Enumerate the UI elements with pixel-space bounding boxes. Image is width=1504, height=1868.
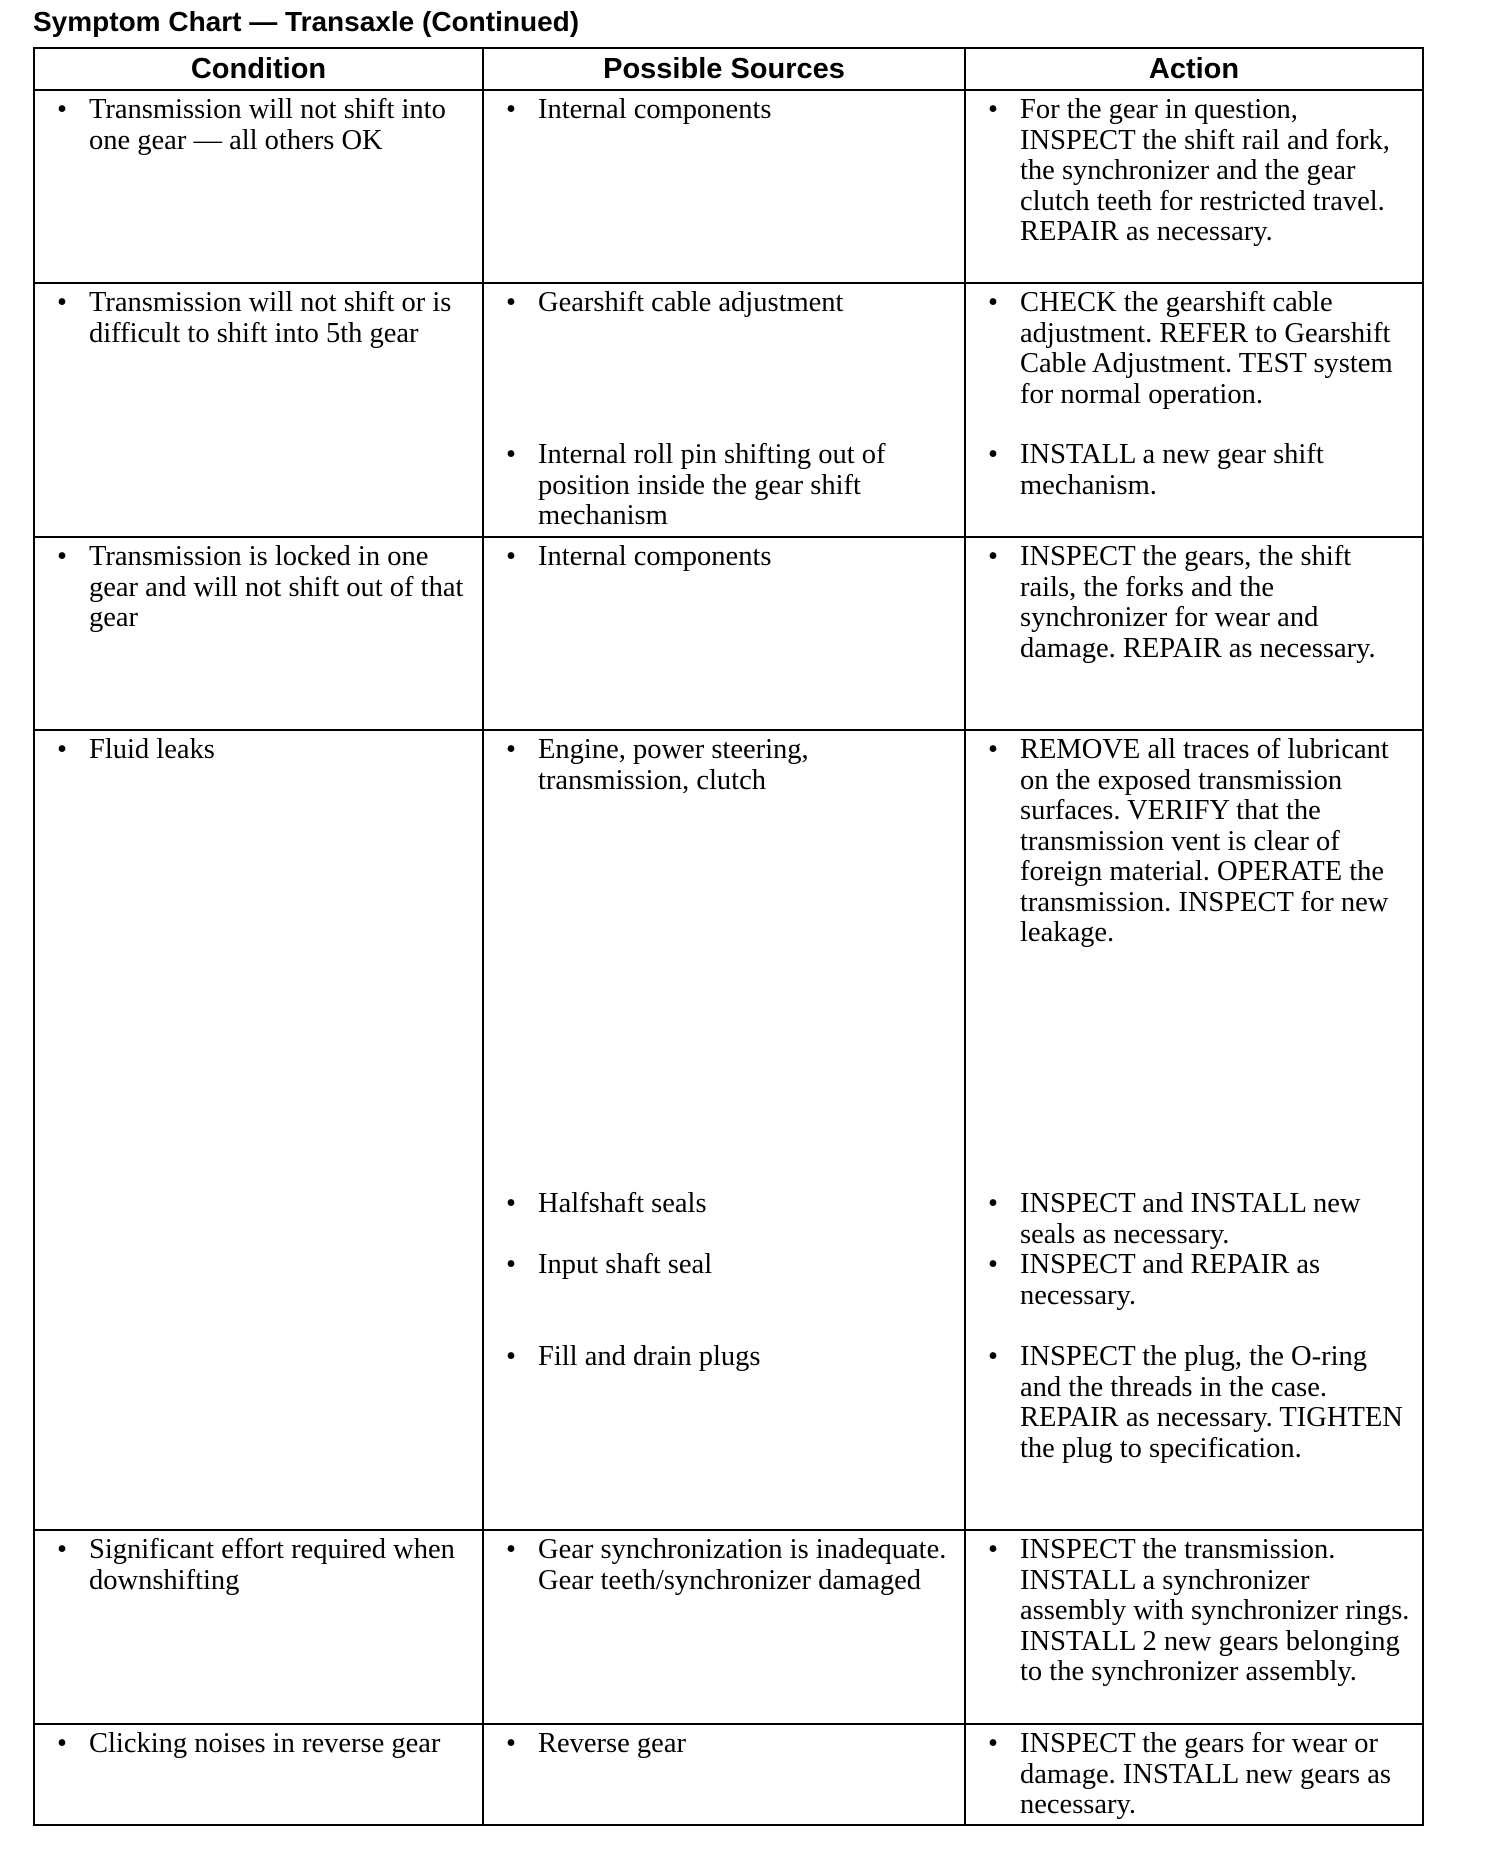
source-text: Internal roll pin shifting out of position inside the gear shift mechanism [538,439,886,531]
condition-cell [34,283,483,537]
action-item [966,1535,1414,1688]
action-text: For the gear in question, INSPECT the shift rail and fork, the synchronizer and the gear clutch teeth for restricted travel. REPAIR as necessary. [1020,94,1390,247]
sources-cell [483,90,965,283]
bullet: • [988,1188,998,1219]
action-cell [965,90,1423,283]
condition-item [35,1729,474,1760]
condition-cell [34,1724,483,1825]
source-item [484,1189,956,1250]
condition-cell [34,90,483,283]
bullet: • [57,1534,67,1565]
action-text: INSPECT and REPAIR as necessary. [1020,1249,1321,1311]
source-item [484,95,956,126]
bullet: • [988,1249,998,1280]
condition-text: Transmission is locked in one gear and will not shift out of that gear [89,541,464,633]
bullet: • [988,1341,998,1372]
bullet: • [988,94,998,125]
table-row [34,90,1423,283]
action-text: INSPECT and INSTALL new seals as necessary. [1020,1188,1361,1250]
bullet: • [506,287,516,318]
action-cell [965,1724,1423,1825]
table-row [34,1530,1423,1724]
action-item [966,1250,1414,1342]
bullet: • [506,1188,516,1219]
page-title: Symptom Chart — Transaxle (Continued) [33,6,580,37]
bullet: • [506,734,516,765]
action-item [966,1342,1414,1464]
source-item [484,1729,956,1760]
source-text: Fill and drain plugs [538,1341,761,1372]
action-item [966,542,1414,664]
bullet: • [988,1534,998,1565]
source-item [484,1250,956,1342]
action-text: CHECK the gearshift cable adjustment. REFER to Gearshift Cable Adjustment. TEST system for normal operation. [1020,287,1393,410]
action-text: INSTALL a new gear shift mechanism. [1020,439,1324,501]
sources-cell [483,283,965,537]
sources-cell [483,1530,965,1724]
source-text: Halfshaft seals [538,1188,707,1219]
table-row [34,730,1423,1530]
source-item [484,735,956,1189]
table-row [34,1724,1423,1825]
bullet: • [506,1728,516,1759]
source-item [484,542,956,573]
condition-text: Transmission will not shift into one gear — all others OK [89,94,446,156]
condition-text: Fluid leaks [89,734,215,765]
source-text: Input shaft seal [538,1249,713,1280]
source-item [484,288,956,440]
bullet: • [506,1249,516,1280]
action-header: Action [965,48,1423,90]
source-text: Internal components [538,94,772,125]
bullet: • [57,287,67,318]
bullet: • [506,541,516,572]
action-text: INSPECT the gears, the shift rails, the forks and the synchronizer for wear and damage. REPAIR as necessary. [1020,541,1376,664]
source-item [484,440,956,532]
action-text: INSPECT the plug, the O-ring and the threads in the case. REPAIR as necessary. TIGHTEN the plug to specification. [1020,1341,1403,1464]
condition-text: Transmission will not shift or is difficult to shift into 5th gear [89,287,452,349]
condition-item [35,288,474,349]
bullet: • [506,1534,516,1565]
source-text: Reverse gear [538,1728,686,1759]
action-item [966,1729,1414,1821]
action-cell [965,537,1423,730]
action-cell [965,283,1423,537]
action-item [966,288,1414,440]
action-text: REMOVE all traces of lubricant on the exposed transmission surfaces. VERIFY that the transmission vent is clear of foreign material. OPERATE the transmission. INSPECT for new leakage. [1020,734,1389,948]
bullet: • [57,541,67,572]
condition-item [35,735,474,766]
bullet: • [57,94,67,125]
condition-cell [34,1530,483,1724]
action-text: INSPECT the gears for wear or damage. INSTALL new gears as necessary. [1020,1728,1391,1820]
bullet: • [988,1728,998,1759]
symptom-chart-table [33,47,1424,1826]
action-text: INSPECT the transmission. INSTALL a synchronizer assembly with synchronizer rings. INSTALL 2 new gears belonging to the synchronizer assembly. [1020,1534,1410,1687]
source-item [484,1342,956,1373]
bullet: • [988,439,998,470]
condition-item [35,542,474,634]
condition-header: Condition [34,48,483,90]
bullet: • [57,734,67,765]
header-row [34,48,1423,90]
bullet: • [57,1728,67,1759]
source-item [484,1535,956,1596]
source-text: Internal components [538,541,772,572]
table-row [34,537,1423,730]
condition-item [35,1535,474,1596]
possible-sources-header: Possible Sources [483,48,965,90]
action-item [966,440,1414,501]
bullet: • [506,94,516,125]
condition-text: Clicking noises in reverse gear [89,1728,441,1759]
condition-item [35,95,474,156]
sources-cell [483,537,965,730]
bullet: • [988,287,998,318]
source-text: Gearshift cable adjustment [538,287,844,318]
condition-text: Significant effort required when downshifting [89,1534,455,1596]
condition-cell [34,730,483,1530]
bullet: • [506,1341,516,1372]
source-text: Engine, power steering, transmission, clutch [538,734,809,796]
source-text: Gear synchronization is inadequate. Gear teeth/synchronizer damaged [538,1534,947,1596]
bullet: • [988,734,998,765]
bullet: • [988,541,998,572]
sources-cell [483,730,965,1530]
action-cell [965,1530,1423,1724]
bullet: • [506,439,516,470]
action-cell [965,730,1423,1530]
action-item [966,1189,1414,1250]
action-item [966,95,1414,248]
sources-cell [483,1724,965,1825]
table-row [34,283,1423,537]
action-item [966,735,1414,1189]
condition-cell [34,537,483,730]
